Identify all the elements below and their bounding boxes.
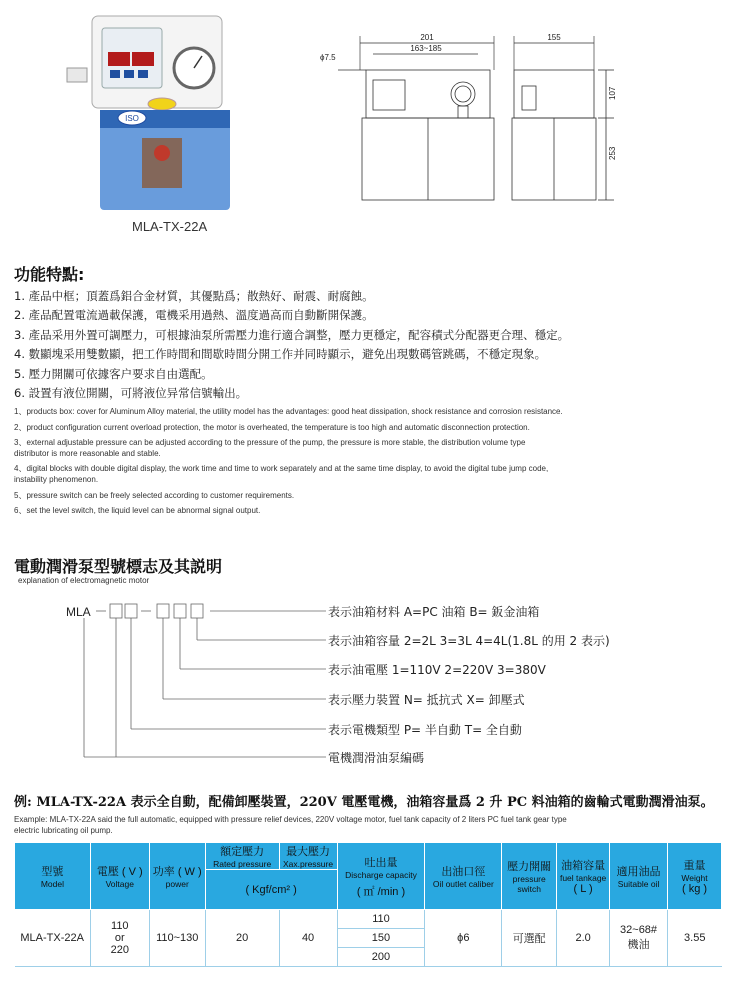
th-pressure-switch: 壓力開關 pressure switch — [502, 843, 557, 910]
features-zh-list — [14, 287, 726, 403]
feature-zh-item: 1. 產品中框；頂蓋爲鋁合金材質，其優點爲；散熱好、耐震、耐腐蝕。 — [14, 289, 374, 303]
feature-en-item: 2、product configuration current overload protection, the motor is overheated, the temperature is too high and automatic disconnection protection. — [14, 422, 530, 432]
dim-range: 163~185 — [410, 44, 442, 53]
th-weight: 重量 Weight ( kg ) — [668, 843, 722, 910]
th-oil: 適用油品 Suitable oil — [610, 843, 668, 910]
cell-voltage: 110 or 220 — [90, 910, 149, 967]
th-power: 功率 ( W ) power — [149, 843, 205, 910]
cell-oil: 32~68# 機油 — [610, 910, 668, 967]
code-prefix: MLA — [66, 605, 91, 619]
features-en-list — [14, 407, 726, 517]
cell-discharge: 150 — [337, 929, 425, 948]
feature-zh-item: 3. 產品采用外置可調壓力，可根據油泵所需壓力進行適合調整，壓力更穩定，配容積式分配器更合理、穩定。 — [14, 327, 570, 342]
product-caption: MLA-TX-22A — [132, 219, 208, 234]
code-descriptions — [328, 603, 728, 773]
code-diagram — [14, 598, 334, 768]
cell-switch: 可選配 — [502, 910, 557, 967]
feature-zh-item: 2. 產品配置電流過載保護，電機采用過熱、溫度過高而自動斷開保護。 — [14, 308, 374, 323]
code-row: 表示油電壓 1=110V 2=220V 3=380V — [328, 663, 546, 677]
feature-en-item: 5、pressure switch can be freely selected according to customer requirements. — [14, 490, 295, 500]
code-row: 電機潤滑油泵編碼 — [328, 751, 425, 765]
th-voltage: 電壓 ( V ) Voltage — [90, 843, 149, 910]
code-title: 電動潤滑泵型號標志及其説明 — [14, 557, 223, 576]
cell-discharge: 200 — [337, 948, 425, 967]
cell-rated: 20 — [205, 910, 279, 967]
dim-201: 201 — [420, 33, 434, 42]
product-photo — [62, 8, 252, 218]
code-row: 表示壓力裝置 N= 抵抗式 X= 卸壓式 — [328, 693, 525, 707]
dim-107: 107 — [608, 86, 617, 100]
cell-discharge: 110 — [337, 910, 425, 929]
feature-en-item: 1、products box: cover for Aluminum Alloy material, the utility model has the advantages: good heat dissipation, shock resistance and corrosion resistance. — [14, 407, 563, 416]
example-zh: 例: MLA-TX-22A 表示全自動，配備卸壓裝置，220V 電壓電機，油箱容量爲 2 升 PC 料油箱的齒輪式電動潤滑油泵。 — [14, 795, 714, 810]
example-en: Example: MLA-TX-22A said the full automatic, equipped with pressure relief devices, 220V voltage motor, fuel tank capacity of 2 liters PC fuel tank gear type electric lubricating oil pump. — [14, 815, 567, 835]
dim-253: 253 — [608, 146, 617, 160]
feature-en-item: 6、set the level switch, the liquid level can be abnormal signal output. — [14, 506, 261, 516]
dim-155: 155 — [547, 33, 561, 42]
feature-en-item: 4、digital blocks with double digital display, the work time and time to work separately and at the same time display, to avoid the digital tube jump code, instability phenomenon. — [14, 464, 549, 484]
feature-zh-item: 5. 壓力開關可依據客户要求自由選配。 — [14, 366, 213, 381]
code-subtitle: explanation of electromagnetic motor — [18, 576, 150, 585]
cell-weight: 3.55 — [668, 910, 722, 967]
dimension-drawing — [318, 30, 618, 220]
features-title: 功能特點: — [14, 265, 85, 284]
th-outlet: 出油口徑 Oil outlet caliber — [425, 843, 502, 910]
feature-en-item: 3、external adjustable pressure can be adjusted according to the pressure of the pump, the pressure is more stable, the distribution volume type distributor is more reasonable and stable. — [14, 438, 526, 458]
code-row: 表示油箱材料 A=PC 油箱 B= 鈑金油箱 — [328, 605, 540, 619]
spec-table — [14, 842, 722, 967]
feature-zh-item: 6. 設置有液位開關，可將液位异常信號輸出。 — [14, 386, 248, 401]
code-row: 表示油箱容量 2=2L 3=3L 4=4L(1.8L 的用 2 表示) — [328, 634, 610, 648]
th-pressure-unit: ( Kgf/cm² ) — [205, 870, 337, 910]
feature-zh-item: 4. 數顯塊采用雙數顯，把工作時間和間歇時間分開工作并同時顯示，避免出現數碼管跳碼，不穩定現象。 — [14, 347, 547, 362]
cell-max: 40 — [279, 910, 337, 967]
dim-phi: ϕ7.5 — [320, 53, 336, 62]
cell-outlet: ϕ6 — [425, 910, 502, 967]
th-tankage: 油箱容量 fuel tankage ( L ) — [557, 843, 610, 910]
iso-badge: ISO — [125, 114, 139, 123]
th-discharge: 吐出量 Discharge capacity ( ㎡ /min ) — [337, 843, 425, 910]
th-max-pressure: 最大壓力 Xax.pressure — [279, 843, 337, 870]
cell-tank: 2.0 — [557, 910, 610, 967]
th-rated-pressure: 額定壓力 Rated pressure — [205, 843, 279, 870]
cell-power: 110~130 — [149, 910, 205, 967]
code-row: 表示電機類型 P= 半自動 T= 全自動 — [328, 723, 522, 737]
cell-model: MLA-TX-22A — [15, 910, 91, 967]
th-model: 型號 Model — [15, 843, 91, 910]
